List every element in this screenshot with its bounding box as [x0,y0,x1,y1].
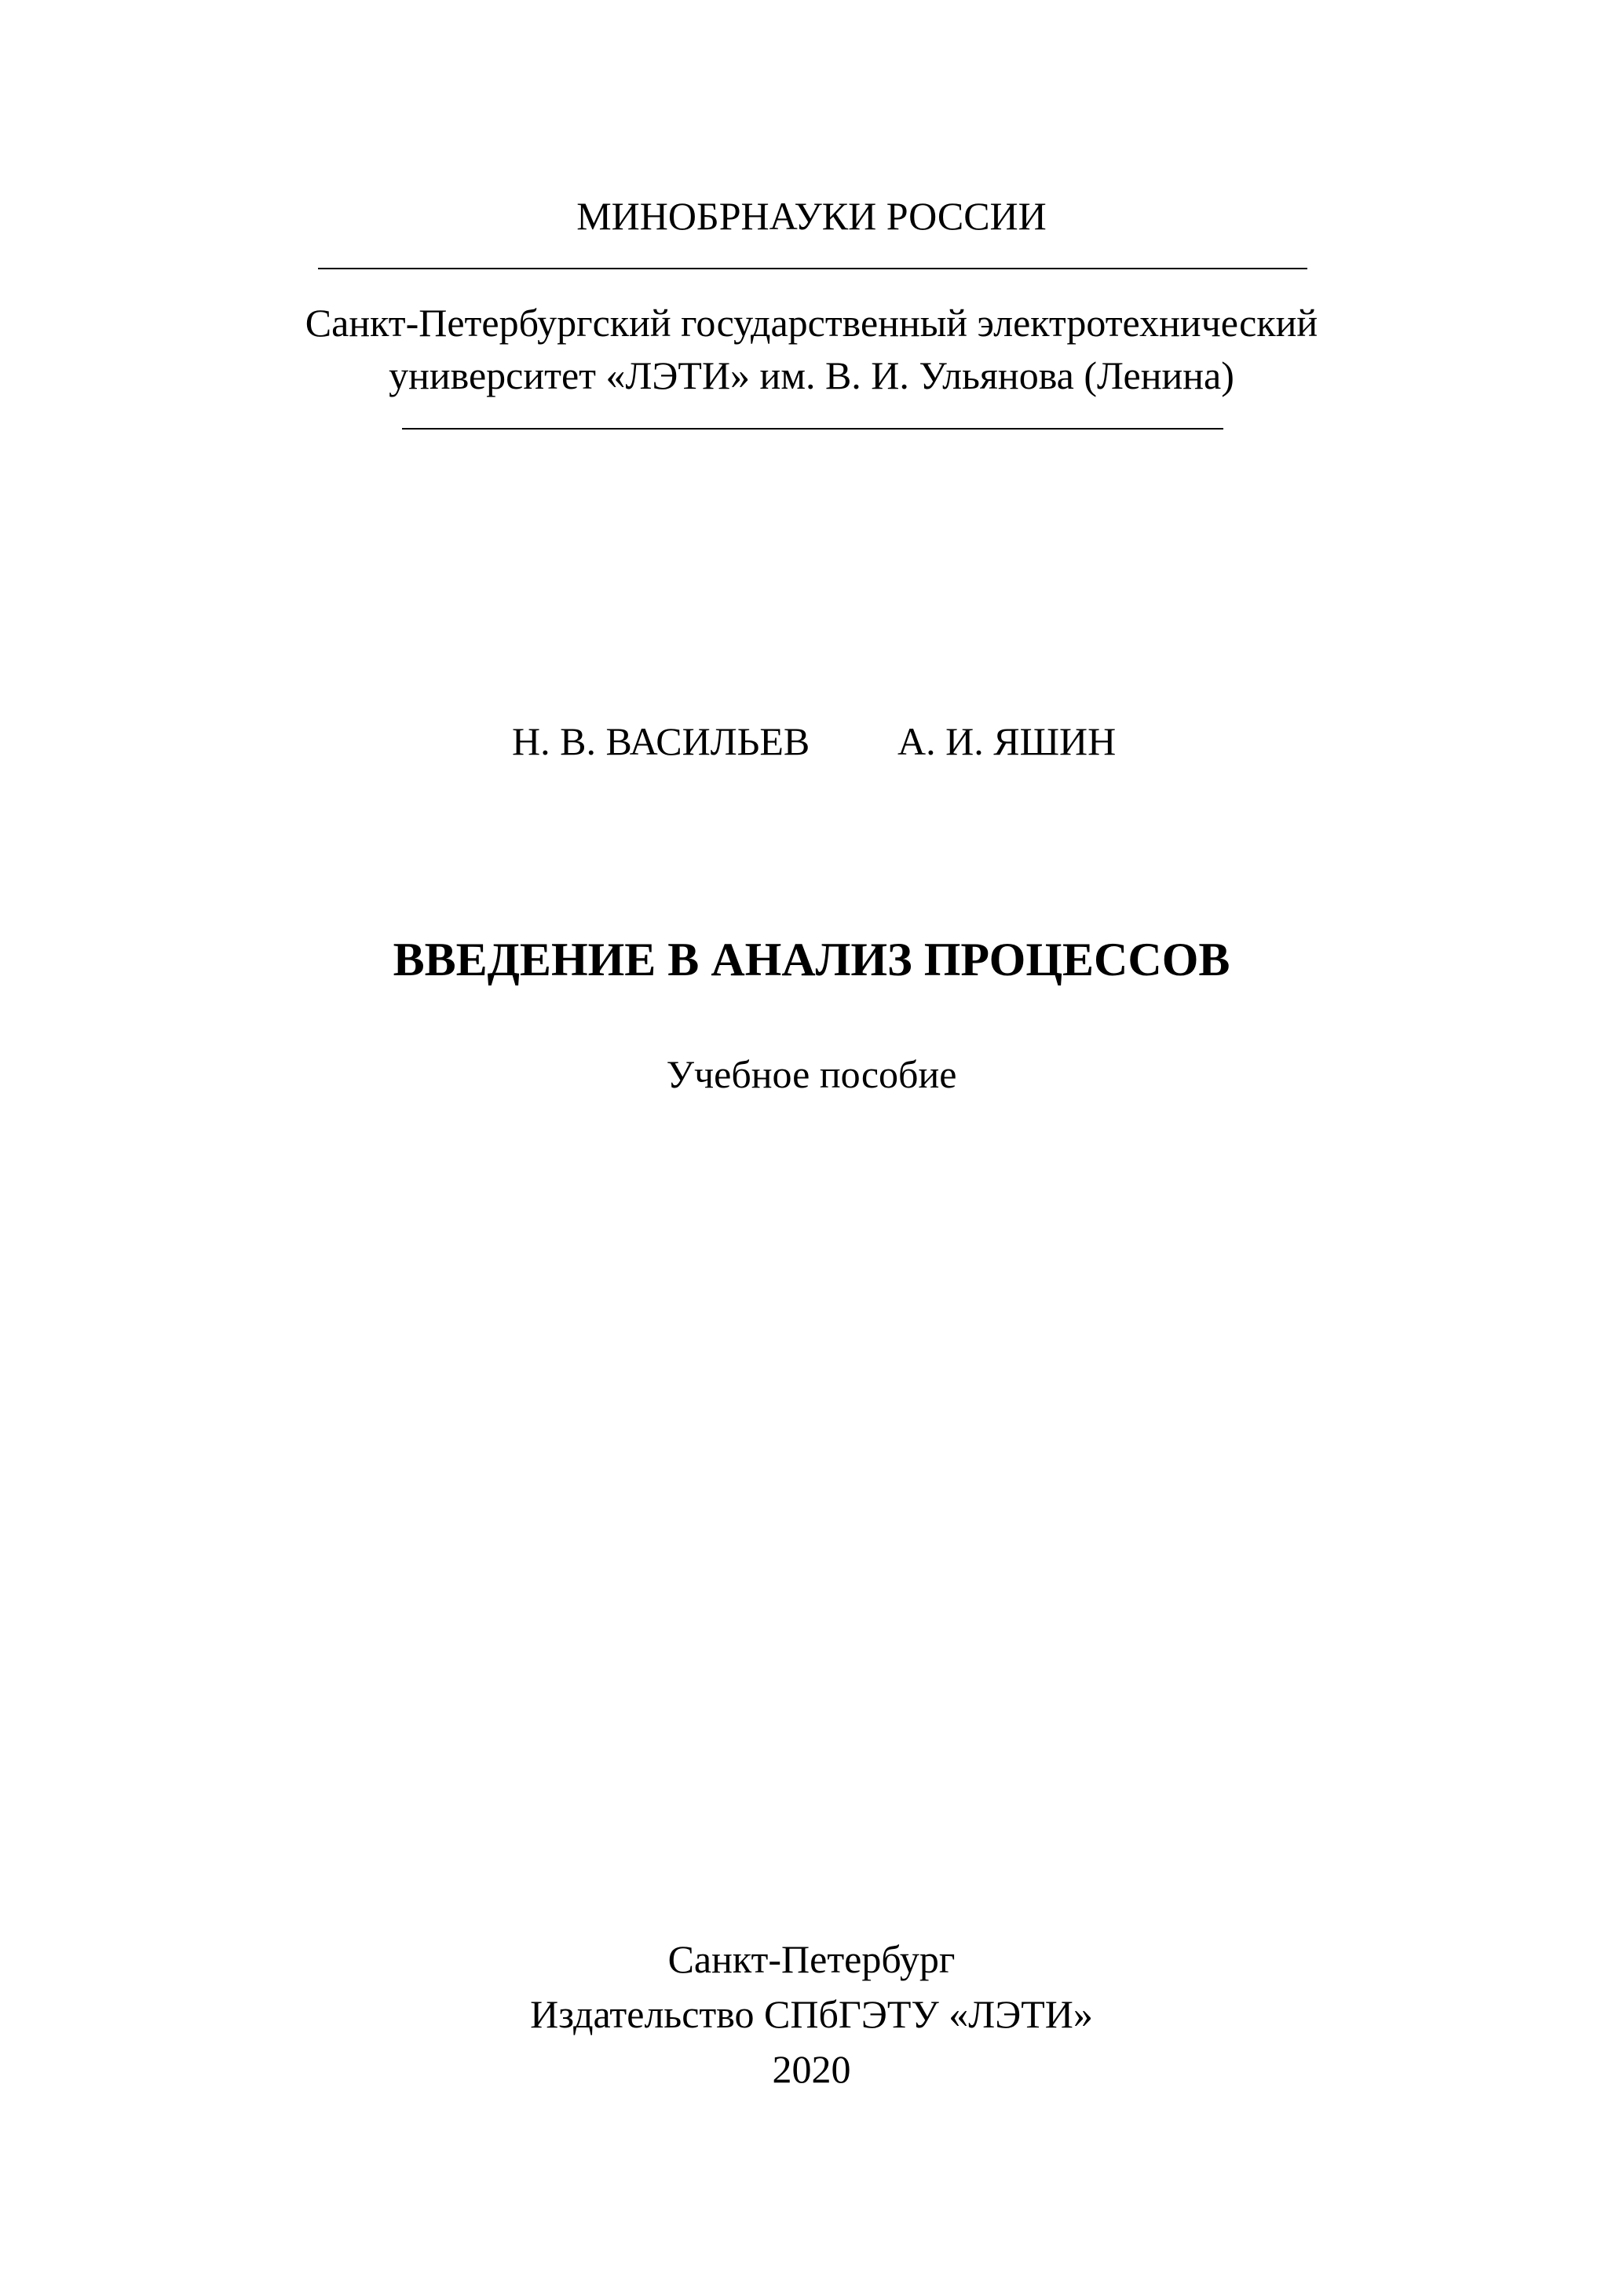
ministry-name: МИНОБРНАУКИ РОССИИ [576,194,1047,238]
imprint-year: 2020 [772,2047,851,2091]
header-rule-bottom [402,428,1223,430]
imprint-city: Санкт-Петербург [667,1937,956,1981]
university-name-line1: Санкт-Петербургский государственный электротехнический [305,301,1318,345]
author-vasiliev: Н. В. ВАСИЛЬЕВ [512,719,810,763]
university-name-line2: университет «ЛЭТИ» им. В. И. Ульянова (Ленина) [389,353,1234,397]
book-subtitle: Учебное пособие [666,1052,957,1096]
author-yashin: А. И. ЯШИН [897,719,1117,763]
header-rule-top [318,268,1307,269]
imprint-publisher: Издательство СПбГЭТУ «ЛЭТИ» [530,1992,1093,2036]
book-title: ВВЕДЕНИЕ В АНАЛИЗ ПРОЦЕССОВ [393,934,1230,985]
